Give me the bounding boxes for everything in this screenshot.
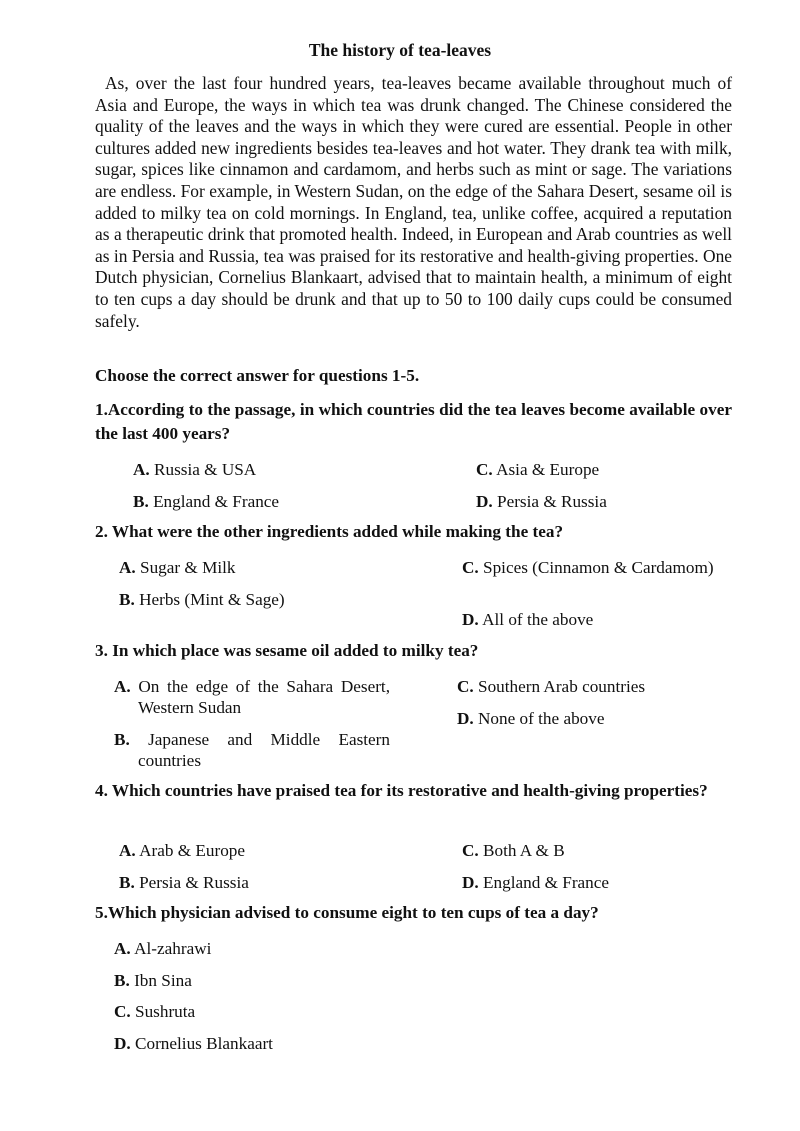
- option-text: Southern Arab countries: [478, 677, 646, 696]
- option-letter: B.: [133, 492, 149, 511]
- option-letter: A.: [114, 677, 131, 696]
- question-3-option-d[interactable]: [457, 708, 732, 729]
- question-3-option-c[interactable]: [457, 676, 732, 697]
- question-5-option-b[interactable]: [114, 970, 514, 991]
- option-letter: D.: [476, 492, 493, 511]
- question-4-option-b[interactable]: [119, 872, 409, 893]
- option-letter: C.: [114, 1002, 131, 1021]
- question-2-option-a[interactable]: [119, 557, 409, 578]
- option-letter: C.: [462, 841, 479, 860]
- option-letter: B.: [119, 590, 135, 609]
- option-text: Asia & Europe: [496, 460, 600, 479]
- question-3-option-a[interactable]: [114, 676, 390, 718]
- question-5-option-d[interactable]: [114, 1033, 514, 1054]
- option-text: Sugar & Milk: [140, 558, 236, 577]
- option-text: Al-zahrawi: [134, 939, 212, 958]
- option-text: Persia & Russia: [497, 492, 607, 511]
- question-4-option-c[interactable]: [462, 840, 732, 861]
- question-4: 4. Which countries have praised tea for its restorative and health-giving properties?: [95, 781, 708, 800]
- option-letter: A.: [114, 939, 131, 958]
- question-1-option-b[interactable]: [133, 491, 433, 512]
- question-2-option-d[interactable]: [462, 609, 732, 630]
- question-2-option-b[interactable]: [119, 589, 409, 610]
- option-text: Herbs (Mint & Sage): [139, 590, 285, 609]
- reading-passage: As, over the last four hundred years, tea-leaves became available throughout much of Asia and Europe, the ways in which tea was drunk changed. The Chinese considered the quality of the leaves and the ways in which they were cured are essential. People in other cultures added new ingredients besides tea-leaves and hot water. They drank tea with milk, sugar, spices like cinnamon and cardamom, and herbs such as mint or sage. The variations are endless. For example, in Western Sudan, on the edge of the Sahara Desert, sesame oil is added to milky tea on cold mornings. In England, tea, unlike coffee, acquired a reputation as a therapeutic drink that promoted health. Indeed, in European and Arab countries as well as in Persia and Russia, tea was praised for its restorative and health-giving properties. One Dutch physician, Cornelius Blankaart, advised that to maintain health, a minimum of eight to ten cups a day should be drunk and that up to 50 to 100 daily cups could be consumed safely.: [95, 73, 732, 331]
- option-text: Japanese and Middle Eastern countries: [138, 730, 390, 770]
- option-letter: D.: [457, 709, 474, 728]
- option-text: Persia & Russia: [139, 873, 249, 892]
- option-letter: C.: [476, 460, 493, 479]
- option-text: England & France: [153, 492, 280, 511]
- option-letter: B.: [119, 873, 135, 892]
- option-letter: B.: [114, 971, 130, 990]
- question-2-option-c[interactable]: [462, 557, 732, 578]
- document-title: The history of tea-leaves: [308, 40, 492, 60]
- question-4-option-d[interactable]: [462, 872, 732, 893]
- question-3: 3. In which place was sesame oil added to milky tea?: [95, 641, 479, 660]
- option-text: England & France: [483, 873, 610, 892]
- option-letter: D.: [114, 1034, 131, 1053]
- option-letter: D.: [462, 610, 479, 629]
- question-1: 1.According to the passage, in which countries did the tea leaves become available over the last 400 years?: [95, 400, 732, 443]
- question-5-option-a[interactable]: [114, 938, 514, 959]
- option-text: Ibn Sina: [134, 971, 192, 990]
- option-text: Spices (Cinnamon & Cardamom): [483, 558, 714, 577]
- option-text: On the edge of the Sahara Desert, Western Sudan: [138, 677, 390, 717]
- option-letter: C.: [462, 558, 479, 577]
- question-3-option-b[interactable]: [114, 729, 390, 771]
- option-letter: A.: [119, 841, 136, 860]
- option-text: All of the above: [482, 610, 594, 629]
- option-text: Sushruta: [135, 1002, 196, 1021]
- question-2: 2. What were the other ingredients added while making the tea?: [95, 522, 564, 541]
- question-5-option-c[interactable]: [114, 1001, 514, 1022]
- question-1-option-d[interactable]: [476, 491, 732, 512]
- question-5: 5.Which physician advised to consume eight to ten cups of tea a day?: [95, 903, 599, 922]
- option-text: Russia & USA: [154, 460, 257, 479]
- instructions: Choose the correct answer for questions 1-5.: [95, 366, 420, 385]
- option-letter: A.: [133, 460, 150, 479]
- option-text: None of the above: [478, 709, 605, 728]
- option-letter: D.: [462, 873, 479, 892]
- option-letter: A.: [119, 558, 136, 577]
- question-4-option-a[interactable]: [119, 840, 409, 861]
- option-text: Arab & Europe: [139, 841, 246, 860]
- option-text: Both A & B: [483, 841, 565, 860]
- option-letter: C.: [457, 677, 474, 696]
- question-1-option-c[interactable]: [476, 459, 732, 480]
- question-1-option-a[interactable]: [133, 459, 433, 480]
- option-text: Cornelius Blankaart: [135, 1034, 273, 1053]
- option-letter: B.: [114, 730, 130, 749]
